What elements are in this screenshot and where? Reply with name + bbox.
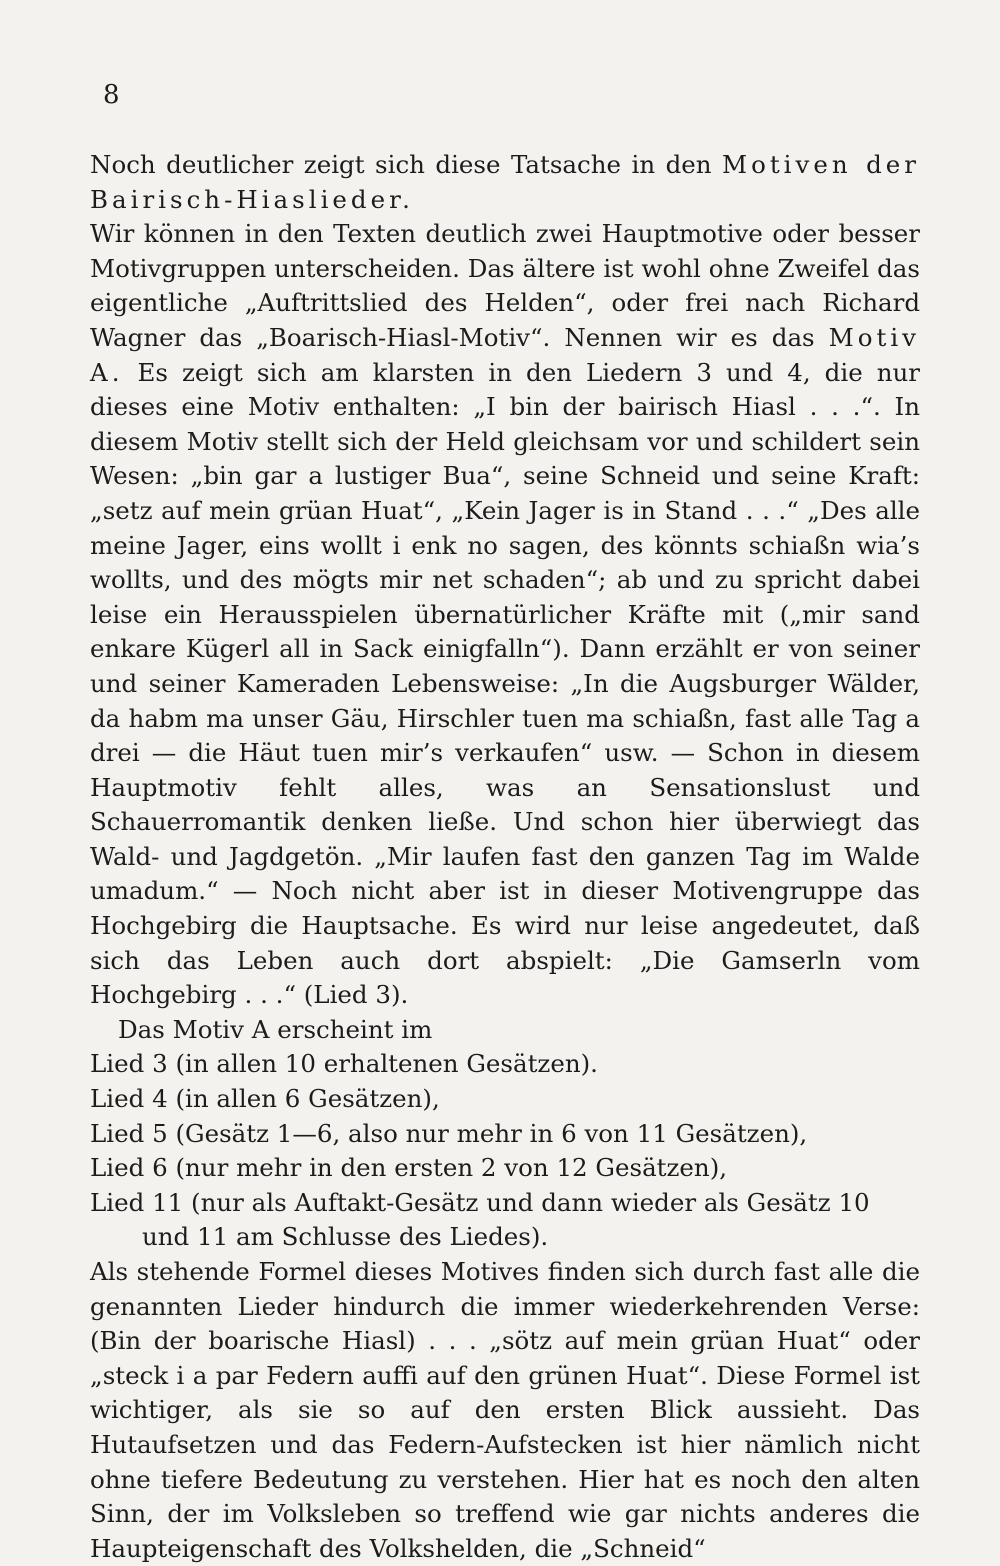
song-list [90, 1047, 920, 1255]
paragraph-motive-a [90, 217, 920, 1013]
paragraph-intro [90, 148, 920, 217]
emphasized-motive-title: Motiven der Bairisch-Hiaslieder. [90, 150, 920, 214]
page-number: 8 [103, 80, 120, 110]
paragraph-intro-text: Noch deutlicher zeigt sich diese Tatsache in den [90, 150, 722, 179]
body-text [90, 148, 920, 1566]
paragraph-motive-a-text-2: Es zeigt sich am klarsten in den Liedern 3 und 4, die nur dieses eine Motiv enthalten: „I bin der bairisch Hiasl . . .“. In diesem Motiv stellt sich der Held gleichsam vor und schildert sein Wesen: „bin gar a lustiger Bua“, seine Schneid und seine Kraft: „setz auf mein grüan Huat“, „Kein Jager is in Stand . . .“ „Des alle meine Jager, eins wollt i enk no sagen, des könnts schiaßn wia’s wollts, und des mögts mir net schaden“; ab und zu spricht dabei leise ein Herausspielen übernatürlicher Kräfte mit („mir sand enkare Kügerl all in Sack einigfalln“). Dann erzählt er von seiner und seiner Kameraden Lebensweise: „In die Augsburger Wälder, da habm ma unser Gäu, Hirschler tuen ma schiaßn, fast alle Tag a drei — die Häut tuen mir’s verkaufen“ usw. — Schon in diesem Hauptmotiv fehlt alles, was an Sensationslust und Schauerromantik denken ließe. Und schon hier überwiegt das Wald- und Jagdgetön. „Mir laufen fast den ganzen Tag im Walde umadum.“ — Noch nicht aber ist in dieser Motivengruppe das Hochgebirg die Hauptsache. Es wird nur leise angedeutet, daß sich das Leben auch dort abspielt: „Die Gamserln vom Hochgebirg . . .“ (Lied 3). [90, 357, 920, 1010]
list-item: Lied 5 (Gesätz 1—6, also nur mehr in 6 von 11 Gesätzen), [90, 1118, 808, 1148]
paragraph-list-intro: Das Motiv A erscheint im [118, 1014, 433, 1044]
paragraph-formula: Als stehende Formel dieses Motives finden sich durch fast alle die genannten Lieder hindurch die immer wiederkehrenden Verse: (Bin der boarische Hiasl) . . . „sötz auf mein grüan Huat“ oder „steck i a par Federn auffi auf den grünen Huat“. Diese Formel ist wichtiger, als sie so auf den ersten Blick aussieht. Das Hutaufsetzen und das Federn-Aufstecken ist hier nämlich nicht ohne tiefere Bedeutung zu verstehen. Hier hat es noch den alten Sinn, der im Volksleben so treffend wie gar nichts anderes die Haupteigenschaft des Volkshelden, die „Schneid“ [90, 1257, 920, 1563]
list-item: Lied 3 (in allen 10 erhaltenen Gesätzen). [90, 1049, 598, 1079]
paragraph-motive-a-text-1: Wir können in den Texten deutlich zwei Hauptmotive oder besser Motivgruppen unterscheiden. Das ältere ist wohl ohne Zweifel das eigentliche „Auftrittslied des Helden“, oder frei nach Richard Wagner das „Boarisch-Hiasl-Motiv“. Nennen wir es das [90, 219, 920, 352]
list-item: Lied 4 (in allen 6 Gesätzen), [90, 1084, 440, 1114]
list-item: Lied 11 (nur als Auftakt-Gesätz und dann wieder als Gesätz 10 und 11 am Schlusse des Liedes). [90, 1187, 870, 1252]
emphasized-motive-a: Motiv A. [90, 322, 920, 387]
list-item: Lied 6 (nur mehr in den ersten 2 von 12 Gesätzen), [90, 1153, 728, 1183]
